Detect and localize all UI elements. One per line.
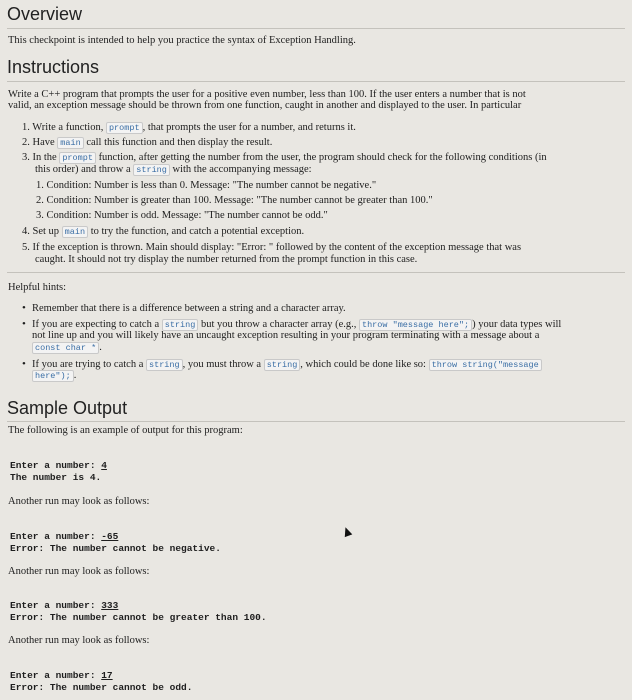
sample-output-heading: Sample Output [7, 398, 128, 418]
overview-text: This checkpoint is intended to help you practice the syntax of Exception Handling. [8, 35, 356, 46]
hint-2-line-2: not line up and you will likely have an uncaught exception resulting in your program terminating with a message about a [32, 330, 540, 341]
run-4-input: 17 [101, 670, 113, 681]
another-run-3: Another run may look as follows: [8, 635, 150, 646]
bullet-icon: • [22, 318, 26, 330]
step-4: 4. Set up main to try the function, and catch a potential exception. [22, 226, 305, 237]
divider [7, 81, 625, 82]
step-3: 3. In the prompt function, after getting the number from the user, the program should check for the following conditions (in [22, 152, 547, 163]
run-2-prompt: Enter a number: -65 [10, 531, 119, 542]
code-prompt: prompt [59, 152, 96, 164]
run-1-result: The number is 4. [10, 472, 102, 483]
hint-2-line-3: const char * . [32, 342, 102, 354]
code-prompt: prompt [106, 122, 143, 134]
another-run-1: Another run may look as follows: [8, 496, 150, 507]
code-const-char: const char * [32, 342, 99, 354]
step-5-line-1: 5. If the exception is thrown. Main should display: "Error: " followed by the content of the exception message that was [22, 242, 522, 253]
condition-1: 1. Condition: Number is less than 0. Message: "The number cannot be negative." [36, 180, 377, 191]
bullet-icon: • [22, 302, 26, 314]
step-1: 1. Write a function, prompt , that prompts the user for a number, and returns it. [22, 122, 356, 133]
mouse-cursor-icon [342, 526, 353, 537]
hint-2: • If you are expecting to catch a string but you throw a character array (e.g., throw "message here"; ) your data types will [22, 318, 562, 330]
another-run-2: Another run may look as follows: [8, 566, 150, 577]
sample-intro: The following is an example of output for this program: [8, 425, 243, 436]
run-4-result: Error: The number cannot be odd. [10, 682, 193, 693]
run-3-result: Error: The number cannot be greater than 100. [10, 612, 267, 623]
code-throw-string: throw string("message [429, 359, 542, 371]
run-3-input: 333 [101, 600, 119, 611]
run-3-prompt: Enter a number: 333 [10, 600, 119, 611]
condition-2: 2. Condition: Number is greater than 100. Message: "The number cannot be greater than 100." [36, 195, 433, 206]
code-main: main [62, 226, 88, 238]
run-1-input: 4 [101, 460, 107, 471]
divider [7, 421, 625, 422]
run-2-result: Error: The number cannot be negative. [10, 543, 221, 554]
intro-line-2: valid, an exception message should be thrown from one function, caught in another and displayed to the user. In particular [8, 100, 522, 111]
code-throw-message: throw "message here"; [359, 319, 472, 331]
divider [7, 28, 625, 29]
divider [7, 272, 625, 273]
hint-1: • Remember that there is a difference between a string and a character array. [22, 302, 346, 314]
condition-3: 3. Condition: Number is odd. Message: "The number cannot be odd." [36, 210, 328, 221]
intro-line-1: Write a C++ program that prompts the user for a positive even number, less than 100. If the user enters a number that is not [8, 89, 526, 100]
step-5-line-2: caught. It should not try display the number returned from the prompt function in this case. [35, 254, 418, 265]
step-2: 2. Have main call this function and then display the result. [22, 137, 273, 148]
code-string: string [146, 359, 183, 371]
code-string: string [162, 319, 199, 331]
run-2-input: -65 [101, 531, 119, 542]
step-3-cont: this order) and throw a string with the accompanying message: [35, 164, 312, 175]
run-4-prompt: Enter a number: 17 [10, 670, 113, 681]
hint-3: • If you are trying to catch a string , you must throw a string , which could be done like so: throw string("message [22, 358, 542, 371]
code-here: here"); [32, 370, 74, 382]
hint-3-line-2: here"); . [32, 370, 76, 382]
code-string: string [133, 164, 170, 176]
run-1-prompt: Enter a number: 4 [10, 460, 107, 471]
code-string: string [264, 359, 301, 371]
hints-heading: Helpful hints: [8, 282, 67, 293]
bullet-icon: • [22, 358, 26, 370]
instructions-heading: Instructions [7, 57, 100, 77]
code-main: main [57, 137, 83, 149]
overview-heading: Overview [7, 4, 83, 24]
